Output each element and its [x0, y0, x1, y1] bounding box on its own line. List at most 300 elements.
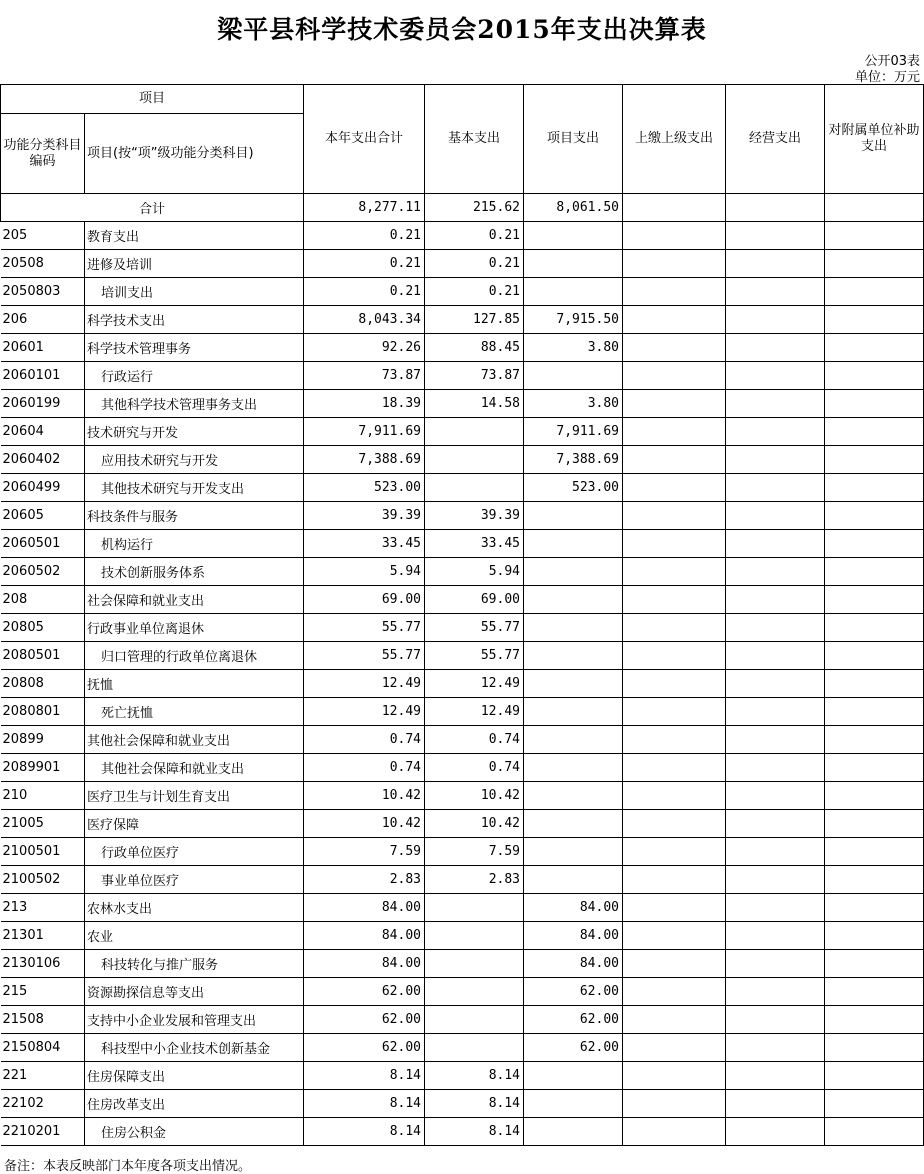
- upper-cell: [623, 894, 726, 922]
- name-cell: 教育支出: [85, 222, 304, 250]
- project-cell: [524, 726, 623, 754]
- project-cell: [524, 502, 623, 530]
- code-cell: 2210201: [1, 1118, 85, 1146]
- project-cell: 3.80: [524, 334, 623, 362]
- basic-cell: 73.87: [425, 362, 524, 390]
- total-cell: 92.26: [304, 334, 425, 362]
- name-cell: 归口管理的行政单位离退休: [85, 642, 304, 670]
- total-cell: 8.14: [304, 1118, 425, 1146]
- subsidy-cell: [825, 614, 924, 642]
- total-row: [1, 194, 924, 222]
- basic-cell: [425, 894, 524, 922]
- footnote: 备注：本表反映部门本年度各项支出情况。: [4, 1159, 252, 1174]
- code-cell: 20601: [1, 334, 85, 362]
- upper-cell: [623, 670, 726, 698]
- total-cell: 69.00: [304, 586, 425, 614]
- name-cell: 住房公积金: [85, 1118, 304, 1146]
- upper-cell: [623, 950, 726, 978]
- project-cell: [524, 250, 623, 278]
- business-cell: [726, 950, 825, 978]
- subsidy-cell: [825, 950, 924, 978]
- table-row: [1, 1118, 924, 1146]
- name-cell: 技术研究与开发: [85, 418, 304, 446]
- total-cell: 2.83: [304, 866, 425, 894]
- code-cell: 205: [1, 222, 85, 250]
- business-cell: [726, 418, 825, 446]
- table-row: [1, 306, 924, 334]
- total-cell: 0.74: [304, 726, 425, 754]
- total-cell: 55.77: [304, 614, 425, 642]
- code-cell: 20808: [1, 670, 85, 698]
- table-row: [1, 334, 924, 362]
- project-cell: [524, 362, 623, 390]
- project-cell: [524, 586, 623, 614]
- table-row: [1, 530, 924, 558]
- project-cell: [524, 558, 623, 586]
- subsidy-cell: [825, 922, 924, 950]
- code-cell: 213: [1, 894, 85, 922]
- subsidy-cell: [825, 334, 924, 362]
- upper-cell: [623, 1062, 726, 1090]
- project-cell: 7,388.69: [524, 446, 623, 474]
- name-cell: 科技型中小企业技术创新基金: [85, 1034, 304, 1062]
- subsidy-cell: [825, 670, 924, 698]
- subsidy-cell: [825, 978, 924, 1006]
- code-cell: 2150804: [1, 1034, 85, 1062]
- project-cell: 62.00: [524, 1034, 623, 1062]
- header-project: 项目支出: [524, 85, 623, 194]
- subsidy-cell: [825, 474, 924, 502]
- basic-cell: 33.45: [425, 530, 524, 558]
- code-cell: 2080501: [1, 642, 85, 670]
- table-row: [1, 1062, 924, 1090]
- total-cell: 10.42: [304, 810, 425, 838]
- business-cell: [726, 1118, 825, 1146]
- project-cell: 7,915.50: [524, 306, 623, 334]
- upper-cell: [623, 502, 726, 530]
- basic-cell: 8.14: [425, 1062, 524, 1090]
- upper-cell: [623, 810, 726, 838]
- code-cell: 22102: [1, 1090, 85, 1118]
- unit-label: 单位：万元: [854, 70, 920, 85]
- table-row: [1, 726, 924, 754]
- project-cell: [524, 278, 623, 306]
- table-row: [1, 418, 924, 446]
- code-cell: 2060402: [1, 446, 85, 474]
- basic-cell: [425, 950, 524, 978]
- table-row: [1, 950, 924, 978]
- upper-cell: [623, 754, 726, 782]
- project-cell: [524, 1062, 623, 1090]
- business-cell: [726, 362, 825, 390]
- project-cell: 84.00: [524, 950, 623, 978]
- basic-cell: 8.14: [425, 1090, 524, 1118]
- code-cell: 20508: [1, 250, 85, 278]
- table-row: [1, 866, 924, 894]
- name-cell: 科技条件与服务: [85, 502, 304, 530]
- business-cell: [726, 1034, 825, 1062]
- basic-cell: [425, 978, 524, 1006]
- code-cell: 21508: [1, 1006, 85, 1034]
- expenditure-table: [0, 84, 924, 1146]
- upper-cell: [623, 530, 726, 558]
- subsidy-cell: [825, 894, 924, 922]
- subsidy-cell: [825, 222, 924, 250]
- code-cell: 2089901: [1, 754, 85, 782]
- basic-cell: [425, 1006, 524, 1034]
- total-cell: 8.14: [304, 1090, 425, 1118]
- subsidy-cell: [825, 502, 924, 530]
- total-cell: 0.21: [304, 278, 425, 306]
- table-row: [1, 670, 924, 698]
- basic-cell: 2.83: [425, 866, 524, 894]
- upper-cell: [623, 250, 726, 278]
- business-cell: [726, 1062, 825, 1090]
- basic-cell: 12.49: [425, 698, 524, 726]
- name-cell: 医疗卫生与计划生育支出: [85, 782, 304, 810]
- basic-cell: 14.58: [425, 390, 524, 418]
- subsidy-cell: [825, 642, 924, 670]
- project-cell: 3.80: [524, 390, 623, 418]
- subsidy-cell: [825, 1062, 924, 1090]
- header-name: 项目(按“项”级功能分类科目): [85, 114, 304, 194]
- table-row: [1, 474, 924, 502]
- project-cell: [524, 614, 623, 642]
- name-cell: 行政事业单位离退休: [85, 614, 304, 642]
- upper-cell: [623, 1090, 726, 1118]
- table-row: [1, 446, 924, 474]
- business-cell: [726, 558, 825, 586]
- total-upper: [623, 194, 726, 222]
- table-row: [1, 1090, 924, 1118]
- upper-cell: [623, 838, 726, 866]
- table-row: [1, 782, 924, 810]
- name-cell: 行政运行: [85, 362, 304, 390]
- name-cell: 培训支出: [85, 278, 304, 306]
- name-cell: 其他技术研究与开发支出: [85, 474, 304, 502]
- upper-cell: [623, 558, 726, 586]
- name-cell: 科学技术支出: [85, 306, 304, 334]
- upper-cell: [623, 782, 726, 810]
- project-cell: 84.00: [524, 922, 623, 950]
- table-row: [1, 222, 924, 250]
- table-number: 公开03表: [864, 54, 920, 69]
- total-cell: 523.00: [304, 474, 425, 502]
- business-cell: [726, 670, 825, 698]
- table-row: [1, 250, 924, 278]
- total-cell: 84.00: [304, 950, 425, 978]
- upper-cell: [623, 222, 726, 250]
- project-cell: [524, 866, 623, 894]
- upper-cell: [623, 306, 726, 334]
- basic-cell: 0.74: [425, 754, 524, 782]
- total-cell: 0.21: [304, 250, 425, 278]
- project-cell: [524, 698, 623, 726]
- project-cell: 7,911.69: [524, 418, 623, 446]
- basic-cell: [425, 446, 524, 474]
- total-cell: 39.39: [304, 502, 425, 530]
- project-cell: [524, 670, 623, 698]
- upper-cell: [623, 642, 726, 670]
- table-row: [1, 502, 924, 530]
- subsidy-cell: [825, 754, 924, 782]
- business-cell: [726, 782, 825, 810]
- code-cell: 210: [1, 782, 85, 810]
- total-cell: 84.00: [304, 922, 425, 950]
- code-cell: 215: [1, 978, 85, 1006]
- subsidy-cell: [825, 278, 924, 306]
- basic-cell: 69.00: [425, 586, 524, 614]
- upper-cell: [623, 334, 726, 362]
- basic-cell: [425, 922, 524, 950]
- table-row: [1, 698, 924, 726]
- table-row: [1, 810, 924, 838]
- name-cell: 科技转化与推广服务: [85, 950, 304, 978]
- code-cell: 21005: [1, 810, 85, 838]
- business-cell: [726, 698, 825, 726]
- basic-cell: 12.49: [425, 670, 524, 698]
- project-cell: [524, 838, 623, 866]
- name-cell: 支持中小企业发展和管理支出: [85, 1006, 304, 1034]
- total-cell: 0.74: [304, 754, 425, 782]
- business-cell: [726, 726, 825, 754]
- total-cell: 73.87: [304, 362, 425, 390]
- project-cell: [524, 1090, 623, 1118]
- table-row: [1, 754, 924, 782]
- basic-cell: 0.21: [425, 278, 524, 306]
- total-cell: 12.49: [304, 698, 425, 726]
- code-cell: 2060502: [1, 558, 85, 586]
- basic-cell: [425, 474, 524, 502]
- total-cell: 5.94: [304, 558, 425, 586]
- project-cell: 84.00: [524, 894, 623, 922]
- basic-cell: [425, 418, 524, 446]
- total-cell: 8,043.34: [304, 306, 425, 334]
- table-row: [1, 278, 924, 306]
- name-cell: 抚恤: [85, 670, 304, 698]
- total-sum: 8,277.11: [304, 194, 425, 222]
- basic-cell: 0.74: [425, 726, 524, 754]
- basic-cell: 88.45: [425, 334, 524, 362]
- table-row: [1, 978, 924, 1006]
- upper-cell: [623, 362, 726, 390]
- subsidy-cell: [825, 810, 924, 838]
- name-cell: 其他科学技术管理事务支出: [85, 390, 304, 418]
- subsidy-cell: [825, 782, 924, 810]
- subsidy-cell: [825, 446, 924, 474]
- table-row: [1, 558, 924, 586]
- header-upper: 上缴上级支出: [623, 85, 726, 194]
- business-cell: [726, 474, 825, 502]
- subsidy-cell: [825, 530, 924, 558]
- project-cell: [524, 642, 623, 670]
- page-title: 梁平县科学技术委员会2015年支出决算表: [217, 15, 707, 44]
- basic-cell: 0.21: [425, 250, 524, 278]
- code-cell: 221: [1, 1062, 85, 1090]
- business-cell: [726, 866, 825, 894]
- subsidy-cell: [825, 866, 924, 894]
- basic-cell: 39.39: [425, 502, 524, 530]
- business-cell: [726, 1006, 825, 1034]
- code-cell: 2050803: [1, 278, 85, 306]
- upper-cell: [623, 418, 726, 446]
- table-row: [1, 1006, 924, 1034]
- business-cell: [726, 614, 825, 642]
- business-cell: [726, 754, 825, 782]
- code-cell: 2060501: [1, 530, 85, 558]
- project-cell: [524, 782, 623, 810]
- name-cell: 进修及培训: [85, 250, 304, 278]
- business-cell: [726, 334, 825, 362]
- total-cell: 0.21: [304, 222, 425, 250]
- basic-cell: 55.77: [425, 642, 524, 670]
- total-cell: 12.49: [304, 670, 425, 698]
- upper-cell: [623, 1034, 726, 1062]
- subsidy-cell: [825, 586, 924, 614]
- code-cell: 206: [1, 306, 85, 334]
- table-row: [1, 614, 924, 642]
- total-cell: 18.39: [304, 390, 425, 418]
- code-cell: 2060499: [1, 474, 85, 502]
- name-cell: 技术创新服务体系: [85, 558, 304, 586]
- code-cell: 2060199: [1, 390, 85, 418]
- name-cell: 住房改革支出: [85, 1090, 304, 1118]
- upper-cell: [623, 446, 726, 474]
- business-cell: [726, 278, 825, 306]
- total-cell: 62.00: [304, 1034, 425, 1062]
- code-cell: 20805: [1, 614, 85, 642]
- business-cell: [726, 810, 825, 838]
- code-cell: 2080801: [1, 698, 85, 726]
- business-cell: [726, 1090, 825, 1118]
- code-cell: 2100502: [1, 866, 85, 894]
- code-cell: 2060101: [1, 362, 85, 390]
- header-basic: 基本支出: [425, 85, 524, 194]
- business-cell: [726, 586, 825, 614]
- header-code: 功能分类科目编码: [1, 114, 85, 194]
- code-cell: 2100501: [1, 838, 85, 866]
- table-row: [1, 838, 924, 866]
- business-cell: [726, 446, 825, 474]
- project-cell: 523.00: [524, 474, 623, 502]
- basic-cell: 10.42: [425, 782, 524, 810]
- total-cell: 7.59: [304, 838, 425, 866]
- code-cell: 2130106: [1, 950, 85, 978]
- upper-cell: [623, 726, 726, 754]
- project-cell: [524, 754, 623, 782]
- name-cell: 其他社会保障和就业支出: [85, 726, 304, 754]
- business-cell: [726, 250, 825, 278]
- basic-cell: 55.77: [425, 614, 524, 642]
- header-subsidy: 对附属单位补助支出: [825, 85, 924, 194]
- business-cell: [726, 222, 825, 250]
- total-project: 8,061.50: [524, 194, 623, 222]
- business-cell: [726, 306, 825, 334]
- subsidy-cell: [825, 250, 924, 278]
- header-business: 经营支出: [726, 85, 825, 194]
- subsidy-cell: [825, 558, 924, 586]
- subsidy-cell: [825, 1090, 924, 1118]
- total-label: 合计: [1, 194, 304, 222]
- name-cell: 农林水支出: [85, 894, 304, 922]
- name-cell: 机构运行: [85, 530, 304, 558]
- subsidy-cell: [825, 418, 924, 446]
- subsidy-cell: [825, 698, 924, 726]
- subsidy-cell: [825, 838, 924, 866]
- basic-cell: 8.14: [425, 1118, 524, 1146]
- subsidy-cell: [825, 390, 924, 418]
- business-cell: [726, 894, 825, 922]
- header-project-group: 项目: [1, 85, 304, 114]
- name-cell: 事业单位医疗: [85, 866, 304, 894]
- table-row: [1, 1034, 924, 1062]
- basic-cell: 0.21: [425, 222, 524, 250]
- table-row: [1, 894, 924, 922]
- name-cell: 资源勘探信息等支出: [85, 978, 304, 1006]
- upper-cell: [623, 586, 726, 614]
- total-cell: 55.77: [304, 642, 425, 670]
- project-cell: [524, 1118, 623, 1146]
- upper-cell: [623, 1118, 726, 1146]
- upper-cell: [623, 698, 726, 726]
- basic-cell: 7.59: [425, 838, 524, 866]
- total-cell: 10.42: [304, 782, 425, 810]
- name-cell: 住房保障支出: [85, 1062, 304, 1090]
- total-business: [726, 194, 825, 222]
- header-total: 本年支出合计: [304, 85, 425, 194]
- subsidy-cell: [825, 362, 924, 390]
- total-subsidy: [825, 194, 924, 222]
- business-cell: [726, 922, 825, 950]
- table-row: [1, 922, 924, 950]
- table-row: [1, 362, 924, 390]
- name-cell: 行政单位医疗: [85, 838, 304, 866]
- code-cell: 20605: [1, 502, 85, 530]
- upper-cell: [623, 278, 726, 306]
- basic-cell: 10.42: [425, 810, 524, 838]
- project-cell: [524, 530, 623, 558]
- project-cell: [524, 222, 623, 250]
- name-cell: 农业: [85, 922, 304, 950]
- project-cell: [524, 810, 623, 838]
- total-cell: 62.00: [304, 1006, 425, 1034]
- name-cell: 医疗保障: [85, 810, 304, 838]
- project-cell: 62.00: [524, 978, 623, 1006]
- total-cell: 7,911.69: [304, 418, 425, 446]
- subsidy-cell: [825, 306, 924, 334]
- project-cell: 62.00: [524, 1006, 623, 1034]
- name-cell: 应用技术研究与开发: [85, 446, 304, 474]
- total-cell: 84.00: [304, 894, 425, 922]
- total-cell: 33.45: [304, 530, 425, 558]
- upper-cell: [623, 474, 726, 502]
- business-cell: [726, 502, 825, 530]
- table-row: [1, 586, 924, 614]
- table-row: [1, 642, 924, 670]
- business-cell: [726, 978, 825, 1006]
- total-cell: 62.00: [304, 978, 425, 1006]
- table-row: [1, 390, 924, 418]
- business-cell: [726, 530, 825, 558]
- code-cell: 20899: [1, 726, 85, 754]
- upper-cell: [623, 922, 726, 950]
- subsidy-cell: [825, 1034, 924, 1062]
- business-cell: [726, 390, 825, 418]
- upper-cell: [623, 614, 726, 642]
- upper-cell: [623, 866, 726, 894]
- total-cell: 7,388.69: [304, 446, 425, 474]
- code-cell: 208: [1, 586, 85, 614]
